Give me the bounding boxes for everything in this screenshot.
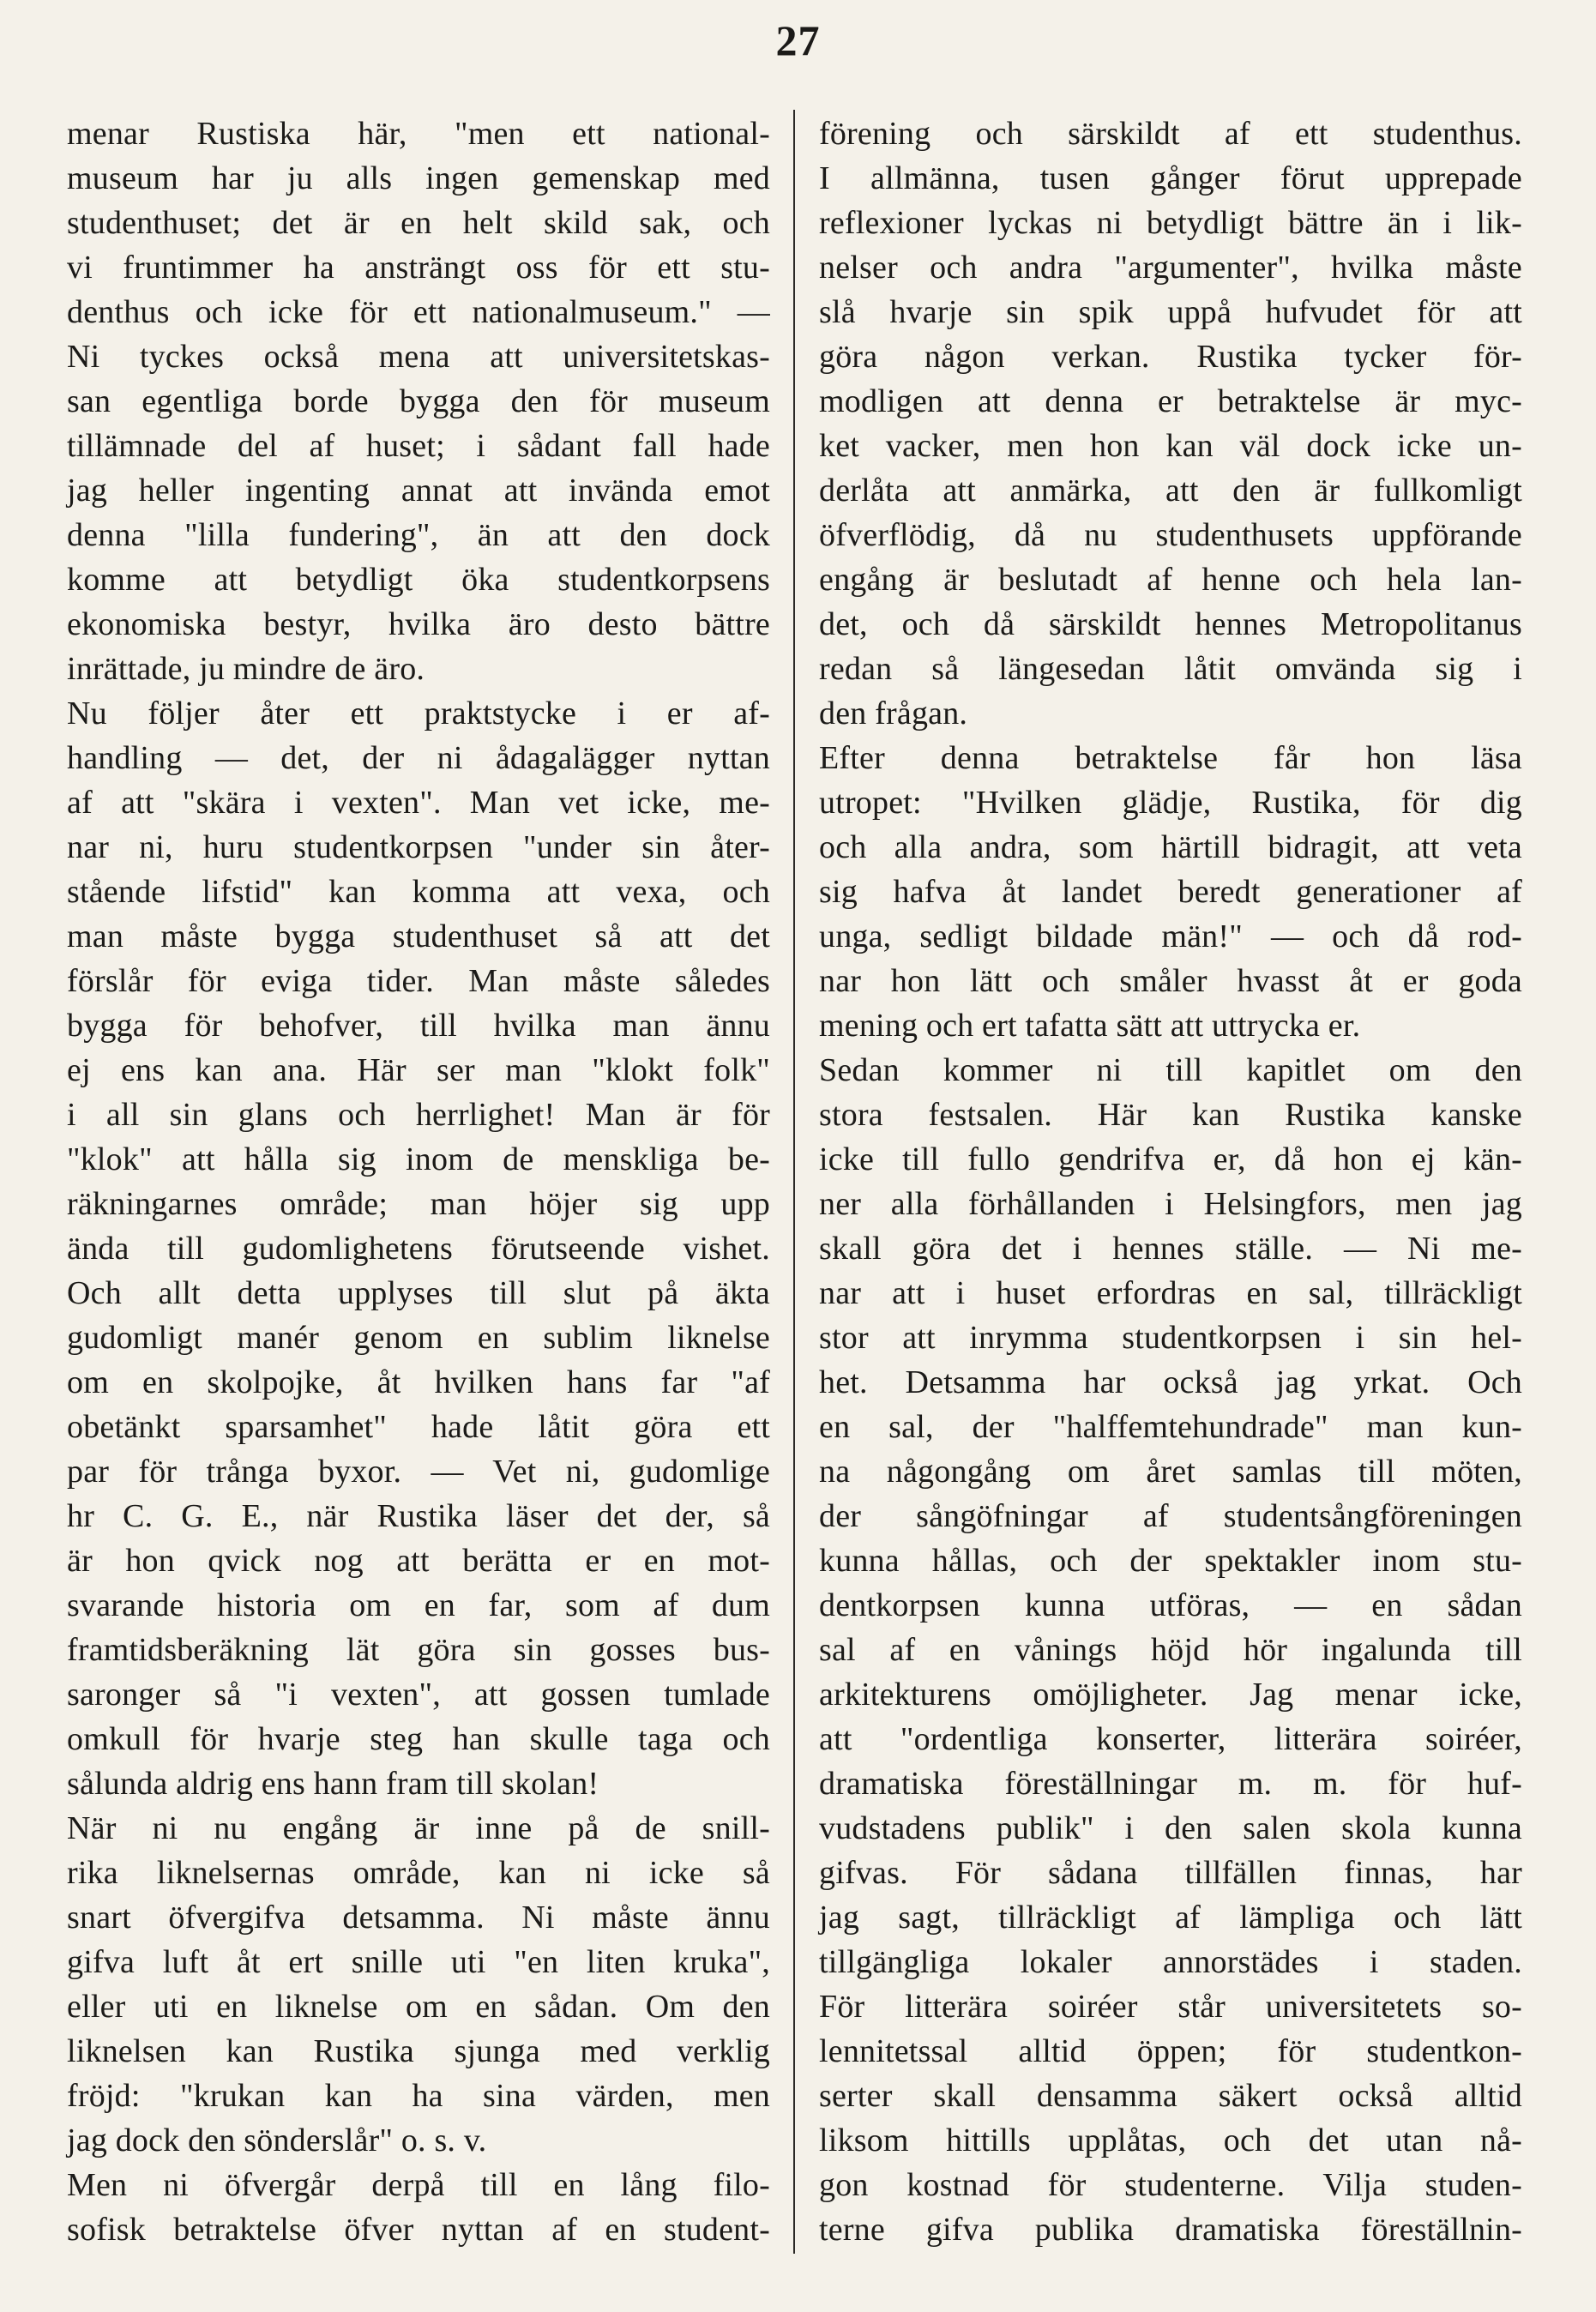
left-column-text-line: rika liknelsernas område, kan ni icke så [67, 1855, 770, 1891]
left-column-text-line: Ni tyckes också mena att universitetskas- [67, 339, 770, 375]
left-column-text-line: obetänkt sparsamhet" hade låtit göra ett [67, 1409, 770, 1445]
left-column-text-line: eller uti en liknelse om en sådan. Om den [67, 1989, 770, 2025]
right-column-text-line: ner alla förhållanden i Helsingfors, men jag [819, 1186, 1522, 1222]
left-column-text-line: jag dock den sönderslår" o. s. v. [67, 2122, 487, 2158]
right-column-text-line: den frågan. [819, 695, 968, 732]
right-column-text-line: stor att inrymma studentkorpsen i sin hel- [819, 1320, 1522, 1356]
left-column-text-line: När ni nu engång är inne på de snill- [67, 1810, 770, 1846]
right-column-text-line: en sal, der "halffemtehundrade" man kun- [819, 1409, 1522, 1445]
right-column-text-line: terne gifva publika dramatiska föreställnin- [819, 2212, 1522, 2248]
right-column-text-line: modligen att denna er betraktelse är myc- [819, 383, 1522, 419]
right-column-text-line: Sedan kommer ni till kapitlet om den [819, 1052, 1522, 1088]
right-column-text-line: dramatiska föreställningar m. m. för huf- [819, 1766, 1522, 1802]
right-column-text-line: sig hafva åt landet beredt generationer af [819, 874, 1522, 910]
right-column-text-line: jag sagt, tillräckligt af lämpliga och lätt [819, 1900, 1522, 1936]
left-column-text-line: nar ni, huru studentkorpsen "under sin åter- [67, 829, 770, 865]
right-column-text-line: redan så längesedan låtit omvända sig i [819, 651, 1522, 687]
right-column-text-line: sal af en vånings höjd hör ingalunda till [819, 1632, 1522, 1668]
right-column-text-line: gon kostnad för studenterne. Vilja studen- [819, 2167, 1522, 2203]
left-column [67, 111, 770, 2252]
left-column-text-line: museum har ju alls ingen gemenskap med [67, 160, 770, 196]
right-column-text-line: arkitekturens omöjligheter. Jag menar icke, [819, 1677, 1522, 1713]
left-column-text-line: studenthuset; det är en helt skild sak, och [67, 205, 770, 241]
left-column-text-line: bygga för behofver, till hvilka man ännu [67, 1008, 770, 1044]
left-column-text-line: ej ens kan ana. Här ser man "klokt folk" [67, 1052, 770, 1088]
left-column-text-line: stående lifstid" kan komma att vexa, och [67, 874, 770, 910]
right-column-text-line: der sångöfningar af studentsångföreningen [819, 1498, 1522, 1534]
left-column-text-line: par för trånga byxor. — Vet ni, gudomlige [67, 1454, 770, 1490]
left-column-text-line: Och allt detta upplyses till slut på äkta [67, 1275, 770, 1311]
left-column-text-line: är hon qvick nog att berätta er en mot- [67, 1543, 770, 1579]
right-column-text-line: utropet: "Hvilken glädje, Rustika, för dig [819, 785, 1522, 821]
left-column-text-line: hr C. G. E., när Rustika läser det der, så [67, 1498, 770, 1534]
left-column-text-line: sålunda aldrig ens hann fram till skolan! [67, 1766, 599, 1802]
left-column-text-line: denthus och icke för ett nationalmuseum." — [67, 294, 770, 330]
right-column-text-line: gifvas. För sådana tillfällen finnas, har [819, 1855, 1522, 1891]
left-column-text-line: inrättade, ju mindre de äro. [67, 651, 425, 687]
right-column-text-line: engång är beslutadt af henne och hela lan- [819, 562, 1522, 598]
right-column-text-line: öfverflödig, då nu studenthusets uppförande [819, 517, 1522, 553]
left-column-text-line: man måste bygga studenthuset så att det [67, 918, 770, 954]
column-divider [793, 110, 795, 2254]
right-column-text-line: unga, sedligt bildade män!" — och då rod- [819, 918, 1522, 954]
left-column-text-line: vi fruntimmer ha ansträngt oss för ett stu- [67, 250, 770, 286]
right-column-text-line: lennitetssal alltid öppen; för studentkon- [819, 2033, 1522, 2069]
right-column-text-line: Efter denna betraktelse får hon läsa [819, 740, 1522, 776]
right-column-text-line: reflexioner lyckas ni betydligt bättre än i lik- [819, 205, 1522, 241]
right-column-text-line: göra någon verkan. Rustika tycker för- [819, 339, 1522, 375]
left-column-text-line: handling — det, der ni ådagalägger nyttan [67, 740, 770, 776]
left-column-text-line: snart öfvergifva detsamma. Ni måste ännu [67, 1900, 770, 1936]
right-column [819, 111, 1522, 2252]
left-column-text-line: framtidsberäkning lät göra sin gosses bus- [67, 1632, 770, 1668]
left-column-text-line: komme att betydligt öka studentkorpsens [67, 562, 770, 598]
right-column-text-line: derlåta att anmärka, att den är fullkomligt [819, 473, 1522, 509]
right-column-text-line: dentkorpsen kunna utföras, — en sådan [819, 1587, 1522, 1623]
right-column-text-line: serter skall densamma säkert också alltid [819, 2078, 1522, 2114]
right-column-text-line: att "ordentliga konserter, litterära soiréer, [819, 1721, 1522, 1757]
right-column-text-line: skall göra det i hennes ställe. — Ni me- [819, 1231, 1522, 1267]
right-column-text-line: förening och särskildt af ett studenthus. [819, 116, 1522, 152]
left-column-text-line: san egentliga borde bygga den för museum [67, 383, 770, 419]
right-column-text-line: tillgängliga lokaler annorstädes i staden. [819, 1944, 1522, 1980]
left-column-text-line: "klok" att hålla sig inom de menskliga be- [67, 1141, 770, 1177]
right-column-text-line: och alla andra, som härtill bidragit, att veta [819, 829, 1522, 865]
page-number: 27 [775, 16, 821, 64]
right-column-text-line: het. Detsamma har också jag yrkat. Och [819, 1364, 1522, 1400]
left-column-text-line: af att "skära i vexten". Man vet icke, me- [67, 785, 770, 821]
right-column-text-line: För litterära soiréer står universitetets so- [819, 1989, 1522, 2025]
left-column-text-line: ekonomiska bestyr, hvilka äro desto bättre [67, 606, 770, 642]
left-column-text-line: liknelsen kan Rustika sjunga med verklig [67, 2033, 770, 2069]
left-column-text-line: menar Rustiska här, "men ett national- [67, 116, 770, 152]
right-column-text-line: liksom hittills upplåtas, och det utan nå- [819, 2122, 1522, 2158]
right-column-text-line: vudstadens publik" i den salen skola kunna [819, 1810, 1522, 1846]
right-column-text-line: slå hvarje sin spik uppå hufvudet för att [819, 294, 1522, 330]
left-column-text-line: förslår för eviga tider. Man måste således [67, 963, 770, 999]
right-column-text-line: na någongång om året samlas till möten, [819, 1454, 1522, 1490]
right-column-text-line: det, och då särskildt hennes Metropolitanus [819, 606, 1522, 642]
left-column-text-line: Men ni öfvergår derpå till en lång filo- [67, 2167, 770, 2203]
right-column-text-line: mening och ert tafatta sätt att uttrycka er. [819, 1008, 1361, 1044]
left-column-text-line: omkull för hvarje steg han skulle taga och [67, 1721, 770, 1757]
left-column-text-line: om en skolpojke, åt hvilken hans far "af [67, 1364, 770, 1400]
left-column-text-line: gifva luft åt ert snille uti "en liten kruka", [67, 1944, 770, 1980]
left-column-text-line: jag heller ingenting annat att invända emot [67, 473, 770, 509]
right-column-text-line: stora festsalen. Här kan Rustika kanske [819, 1097, 1522, 1133]
left-column-text-line: sofisk betraktelse öfver nyttan af en student- [67, 2212, 770, 2248]
right-column-text-line: nar att i huset erfordras en sal, tillräckligt [819, 1275, 1522, 1311]
left-column-text-line: räkningarnes område; man höjer sig upp [67, 1186, 770, 1222]
right-column-text-line: nelser och andra "argumenter", hvilka måste [819, 250, 1522, 286]
left-column-text-line: fröjd: "krukan kan ha sina värden, men [67, 2078, 770, 2114]
right-column-text-line: icke till fullo gendrifva er, då hon ej kän- [819, 1141, 1522, 1177]
left-column-text-line: denna "lilla fundering", än att den dock [67, 517, 770, 553]
right-column-text-line: nar hon lätt och småler hvasst åt er goda [819, 963, 1522, 999]
right-column-text-line: kunna hållas, och der spektakler inom stu- [819, 1543, 1522, 1579]
left-column-text-line: svarande historia om en far, som af dum [67, 1587, 770, 1623]
left-column-text-line: gudomligt manér genom en sublim liknelse [67, 1320, 770, 1356]
right-column-text-line: I allmänna, tusen gånger förut upprepade [819, 160, 1522, 196]
left-column-text-line: tillämnade del af huset; i sådant fall hade [67, 428, 770, 464]
left-column-text-line: Nu följer åter ett praktstycke i er af- [67, 695, 770, 732]
right-column-text-line: ket vacker, men hon kan väl dock icke un- [819, 428, 1522, 464]
left-column-text-line: ända till gudomlighetens förutseende vishet. [67, 1231, 770, 1267]
left-column-text-line: saronger så "i vexten", att gossen tumlade [67, 1677, 770, 1713]
left-column-text-line: i all sin glans och herrlighet! Man är för [67, 1097, 770, 1133]
